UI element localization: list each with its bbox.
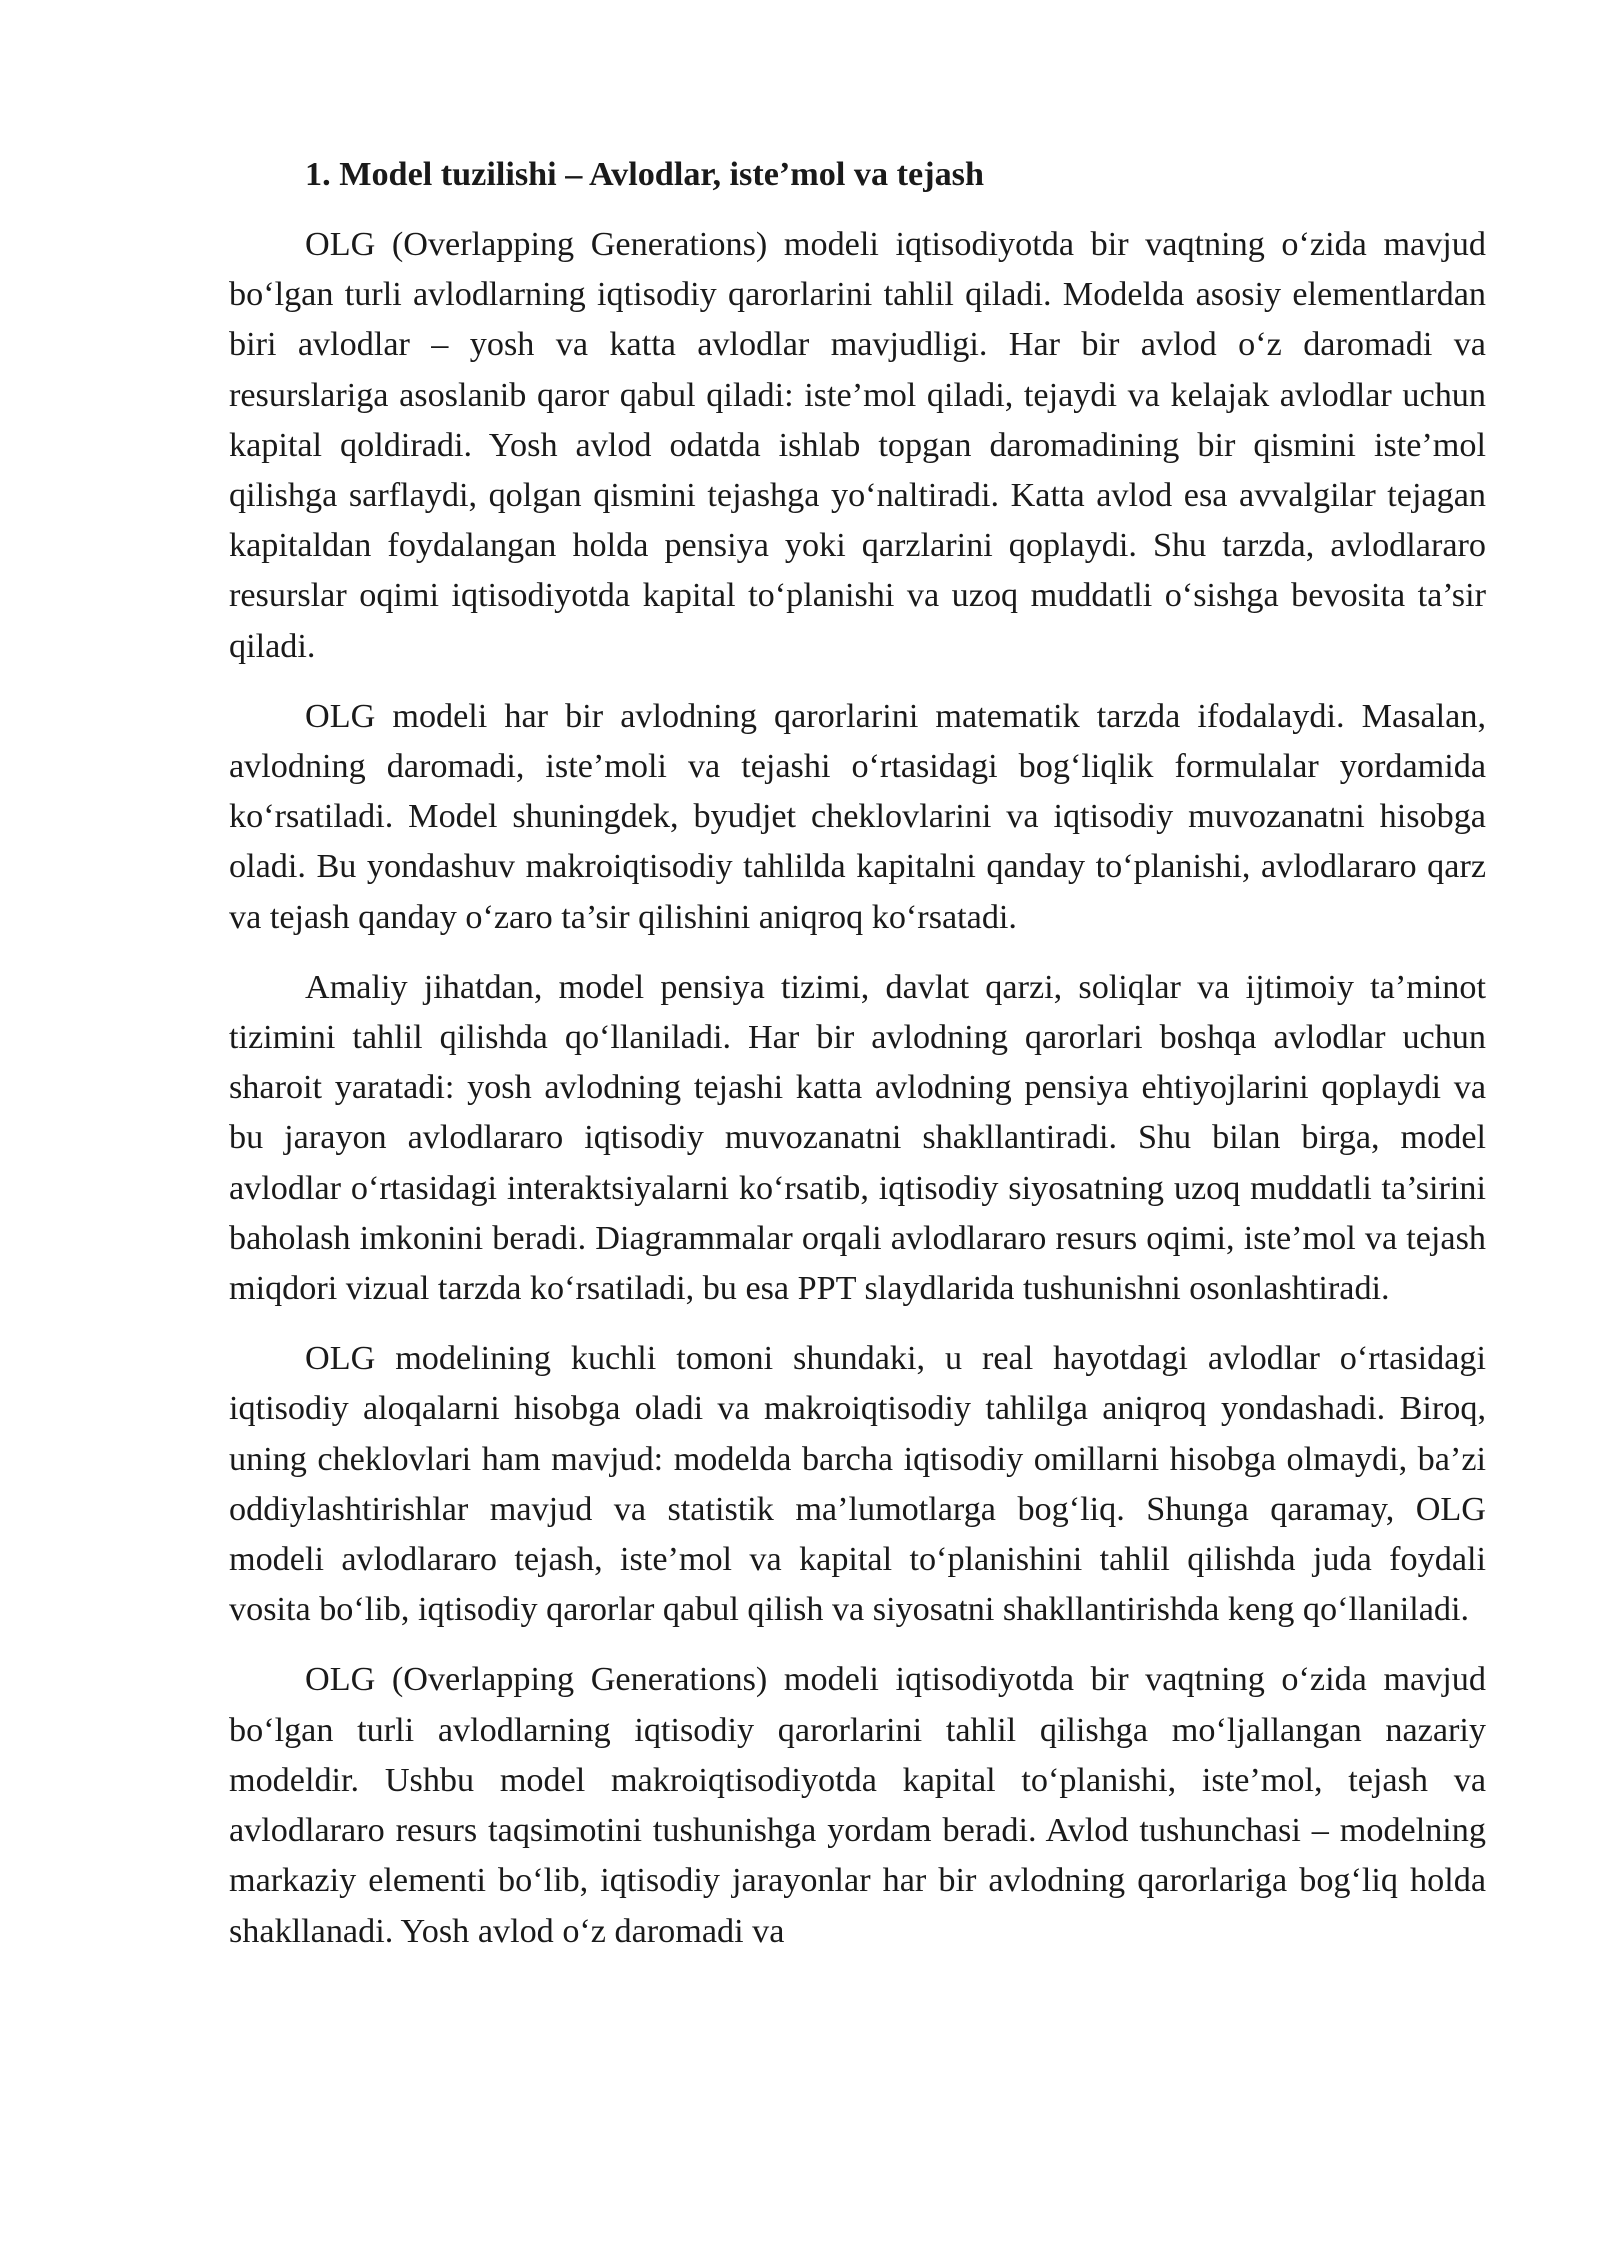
paragraph-4: OLG modelining kuchli tomoni shundaki, u real hayotdagi avlodlar o‘rtasidagi iqtisodiy aloqalarni hisobga oladi va makroiqtisodiy tahlilga aniqroq yondashadi. Biroq, uning cheklovlari ham mavjud: modelda barcha iqtisodiy omillarni hisobga olmaydi, ba’zi oddiylashtirishlar mavjud va statistik ma’lumotlarga bog‘liq. Shunga qaramay, OLG modeli avlodlararo tejash, iste’mol va kapital to‘planishini tahlil qilishda juda foydali vosita bo‘lib, iqtisodiy qarorlar qabul qilish va siyosatni shakllantirishda keng qo‘llaniladi. <box>229 1340 1486 1629</box>
paragraph-3: Amaliy jihatdan, model pensiya tizimi, davlat qarzi, soliqlar va ijtimoiy ta’minot tizimini tahlil qilishda qo‘llaniladi. Har bir avlodning qarorlari boshqa avlodlar uchun sharoit yaratadi: yosh avlodning tejashi katta avlodning pensiya ehtiyojlarini qoplaydi va bu jarayon avlodlararo iqtisodiy muvozanatni shakllantiradi. Shu bilan birga, model avlodlar o‘rtasidagi interaktsiyalarni ko‘rsatib, iqtisodiy siyosatning uzoq muddatli ta’sirini baholash imkonini beradi. Diagrammalar orqali avlodlararo resurs oqimi, iste’mol va tejash miqdori vizual tarzda ko‘rsatiladi, bu esa PPT slaydlarida tushunishni osonlashtiradi. <box>229 968 1486 1308</box>
paragraph-5: OLG (Overlapping Generations) modeli iqtisodiyotda bir vaqtning o‘zida mavjud bo‘lgan turli avlodlarning iqtisodiy qarorlarini tahlil qilishga mo‘ljallangan nazariy modeldir. Ushbu model makroiqtisodiyotda kapital to‘planishi, iste’mol, tejash va avlodlararo resurs taqsimotini tushunishga yordam beradi. Avlod tushunchasi – modelning markaziy elementi bo‘lib, iqtisodiy jarayonlar har bir avlodning qarorlariga bog‘liq holda shakllanadi. Yosh avlod o‘z daromadi va <box>229 1661 1486 1950</box>
paragraph-1: OLG (Overlapping Generations) modeli iqtisodiyotda bir vaqtning o‘zida mavjud bo‘lgan turli avlodlarning iqtisodiy qarorlarini tahlil qiladi. Modelda asosiy elementlardan biri avlodlar – yosh va katta avlodlar mavjudligi. Har bir avlod o‘z daromadi va resurslariga asoslanib qaror qabul qiladi: iste’mol qiladi, tejaydi va kelajak avlodlar uchun kapital qoldiradi. Yosh avlod odatda ishlab topgan daromadining bir qismini iste’mol qilishga sarflaydi, qolgan qismini tejashga yo‘naltiradi. Katta avlod esa avvalgilar tejagan kapitaldan foydalangan holda pensiya yoki qarzlarini qoplaydi. Shu tarzda, avlodlararo resurslar oqimi iqtisodiyotda kapital to‘planishi va uzoq muddatli o‘sishga bevosita ta’sir qiladi. <box>229 226 1486 665</box>
document-body <box>229 150 1486 1977</box>
paragraph-2: OLG modeli har bir avlodning qarorlarini matematik tarzda ifodalaydi. Masalan, avlodning daromadi, iste’moli va tejashi o‘rtasidagi bog‘liqlik formulalar yordamida ko‘rsatiladi. Model shuningdek, byudjet cheklovlarini va iqtisodiy muvozanatni hisobga oladi. Bu yondashuv makroiqtisodiy tahlilda kapitalni qanday to‘planishi, avlodlararo qarz va tejash qanday o‘zaro ta’sir qilishini aniqroq ko‘rsatadi. <box>229 697 1486 936</box>
section-heading: 1. Model tuzilishi – Avlodlar, iste’mol va tejash <box>305 156 984 193</box>
